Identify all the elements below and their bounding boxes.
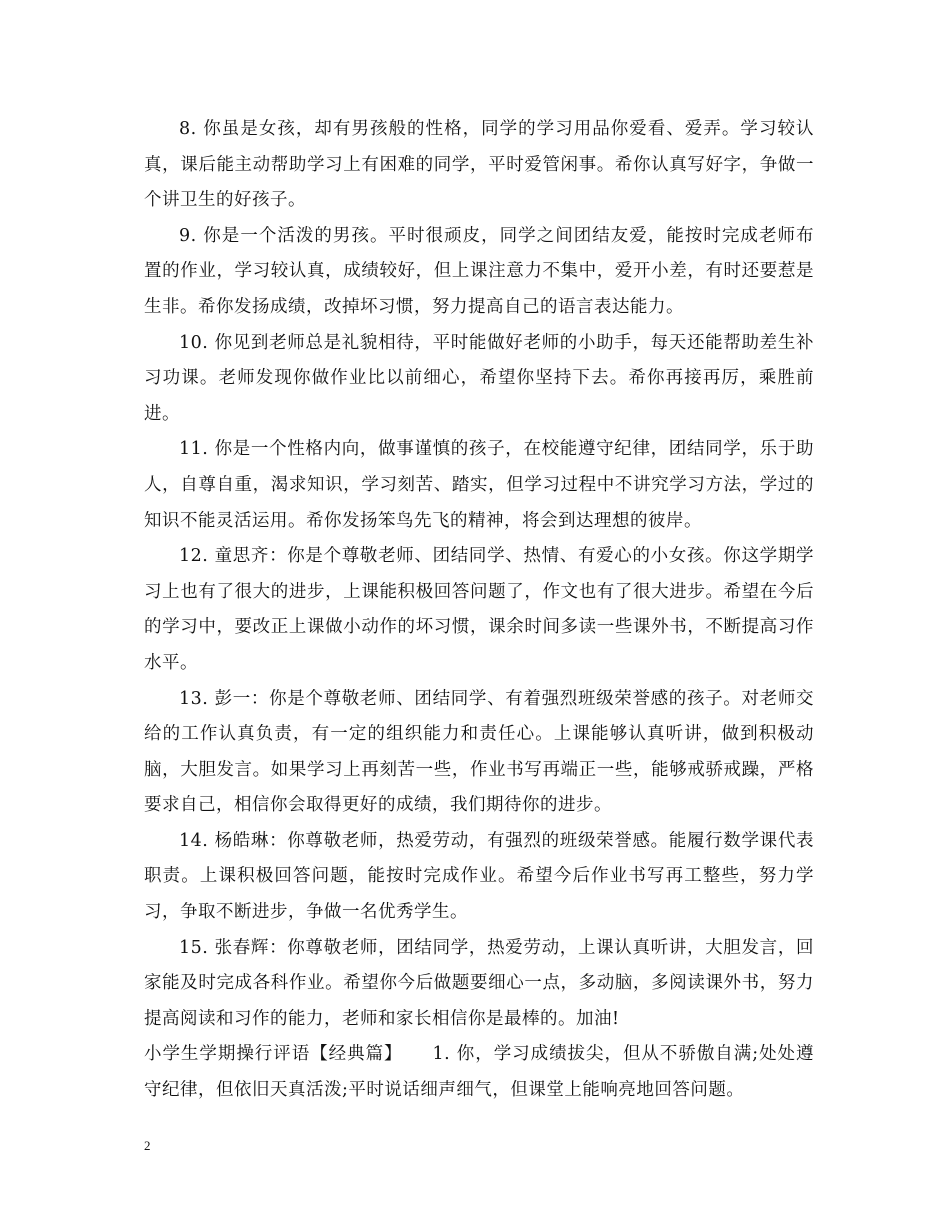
comment-paragraph-10: 10. 你见到老师总是礼貌相待，平时能做好老师的小助手，每天还能帮助差生补习功课。老师发现你做作业比以前细心，希望你坚持下去。希你再接再厉，乘胜前进。 — [144, 332, 814, 424]
document-body — [144, 112, 814, 1109]
section-paragraph — [144, 1037, 814, 1108]
comment-paragraph-14: 14. 杨皓琳：你尊敬老师，热爱劳动，有强烈的班级荣誉感。能履行数学课代表职责。上课积极回答问题，能按时完成作业。希望今后作业书写再工整些，努力学习，争取不断进步，争做一名优秀学生。 — [144, 830, 814, 923]
comment-paragraph-12: 12. 童思齐：你是个尊敬老师、团结同学、热情、有爱心的小女孩。你这学期学习上也有了很大的进步，上课能积极回答问题了，作文也有了很大进步。希望在今后的学习中，要改正上课做小动作的坏习惯，课余时间多读一些课外书，不断提高习作水平。 — [144, 546, 814, 673]
comment-paragraph-9: 9. 你是一个活泼的男孩。平时很顽皮，同学之间团结友爱，能按时完成老师布置的作业，学习较认真，成绩较好，但上课注意力不集中，爱开小差，有时还要惹是生非。希你发扬成绩，改掉坏习惯，努力提高自己的语言表达能力。 — [144, 225, 814, 317]
comment-paragraph-8: 8. 你虽是女孩，却有男孩般的性格，同学的学习用品你爱看、爱弄。学习较认真，课后能主动帮助学习上有困难的同学，平时爱管闲事。希你认真写好字，争做一个讲卫生的好孩子。 — [144, 119, 814, 211]
comment-paragraph-15: 15. 张春辉：你尊敬老师，团结同学，热爱劳动，上课认真听讲，大胆发言，回家能及时完成各科作业。希望你今后做题要细心一点，多动脑，多阅读课外书，努力提高阅读和习作的能力，老师和家长相信你是最棒的。加油! — [144, 937, 814, 1029]
section-first-item: 1. 你，学习成绩拔尖，但从不骄傲自满;处处遵守纪律，但依旧天真活泼;平时说话细声细气，但课堂上能响亮地回答问题。 — [144, 1044, 815, 1101]
comment-paragraph-13: 13. 彭一：你是个尊敬老师、团结同学、有着强烈班级荣誉感的孩子。对老师交给的工作认真负责，有一定的组织能力和责任心。上课能够认真听讲，做到积极动脑，大胆发言。如果学习上再刻苦一些，作业书写再端正一些，能够戒骄戒躁，严格要求自己，相信你会取得更好的成绩，我们期待你的进步。 — [144, 688, 814, 816]
page-number: 2 — [144, 1138, 151, 1153]
comment-paragraph-11: 11. 你是一个性格内向，做事谨慎的孩子，在校能遵守纪律，团结同学，乐于助人，自尊自重，渴求知识，学习刻苦、踏实，但学习过程中不讲究学习方法，学过的知识不能灵活运用。希你发扬笨鸟先飞的精神，将会到达理想的彼岸。 — [144, 439, 814, 531]
section-heading: 小学生学期操行评语【经典篇】 — [144, 1044, 403, 1065]
